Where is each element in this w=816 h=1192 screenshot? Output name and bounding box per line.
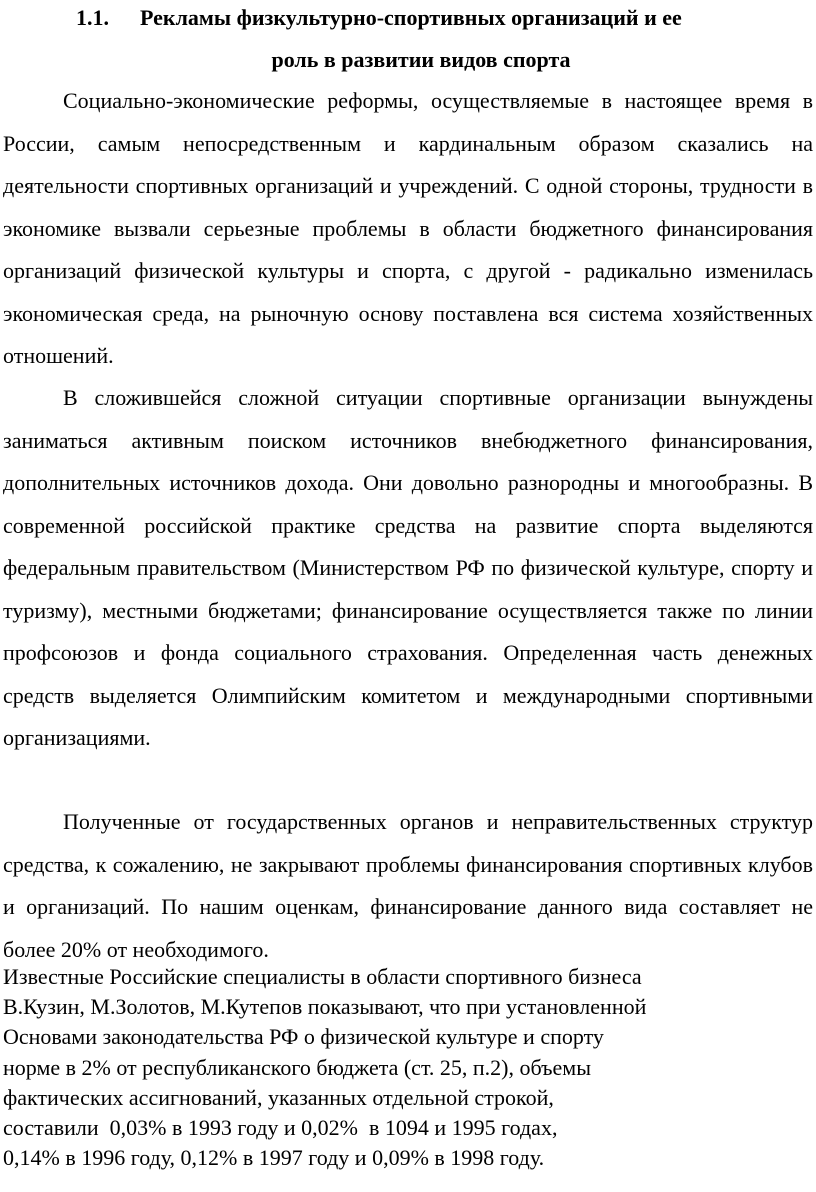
paragraph-funding-gap: Полученные от государственных органов и неправительственных структур средства, к сожалению, не закрывают проблемы финансирования спортивных клубов и организаций. По нашим оценкам, финансирование данного вида составляет не более 20% от необходимого. bbox=[3, 809, 813, 962]
section-title-line-2: роль в развитии видов спорта bbox=[271, 47, 571, 72]
text-line: составили 0,03% в 1993 году и 0,02% в 1094 и 1995 годах, bbox=[3, 1115, 558, 1141]
text-line: Основами законодательства РФ о физической культуре и спорту bbox=[3, 1024, 604, 1050]
paragraph-funding-sources: В сложившейся сложной ситуации спортивные организации вынуждены заниматься активным поиском источников внебюджетного финансирования, дополнительных источников дохода. Они довольно разнородны и многообразны. В современной российской практике средства на развитие спорта выделяются федеральным правительством (Министерством РФ по физической культуре, спорту и туризму), местными бюджетами; финансирование осуществляется также по линии профсоюзов и фонда социального страхования. Определенная часть денежных средств выделяется Олимпийским комитетом и международными спортивными организациями. bbox=[3, 385, 813, 750]
text-line: норме в 2% от республиканского бюджета (ст. 25, п.2), объемы bbox=[3, 1054, 591, 1080]
section-title-line-1: Рекламы физкультурно-спортивных организаций и ее bbox=[140, 5, 682, 30]
text-line: В.Кузин, М.Золотов, М.Кутепов показывают, что при установленной bbox=[3, 994, 647, 1020]
paragraph-specialists bbox=[3, 962, 763, 1173]
section-number: 1.1. bbox=[76, 5, 109, 30]
text-line: Известные Российские специалисты в области спортивного бизнеса bbox=[3, 964, 642, 989]
text-line: фактических ассигнований, указанных отдельной строкой, bbox=[3, 1084, 554, 1110]
text-line: 0,14% в 1996 году, 0,12% в 1997 году и 0,09% в 1998 году. bbox=[3, 1145, 545, 1171]
paragraph-reforms: Социально-экономические реформы, осуществляемые в настоящее время в России, самым непосредственным и кардинальным образом сказались на деятельности спортивных организаций и учреждений. С одной стороны, трудности в экономике вызвали серьезные проблемы в области бюджетного финансирования организаций физической культуры и спорта, с другой - радикально изменилась экономическая среда, на рыночную основу поставлена вся система хозяйственных отношений. bbox=[3, 88, 813, 368]
